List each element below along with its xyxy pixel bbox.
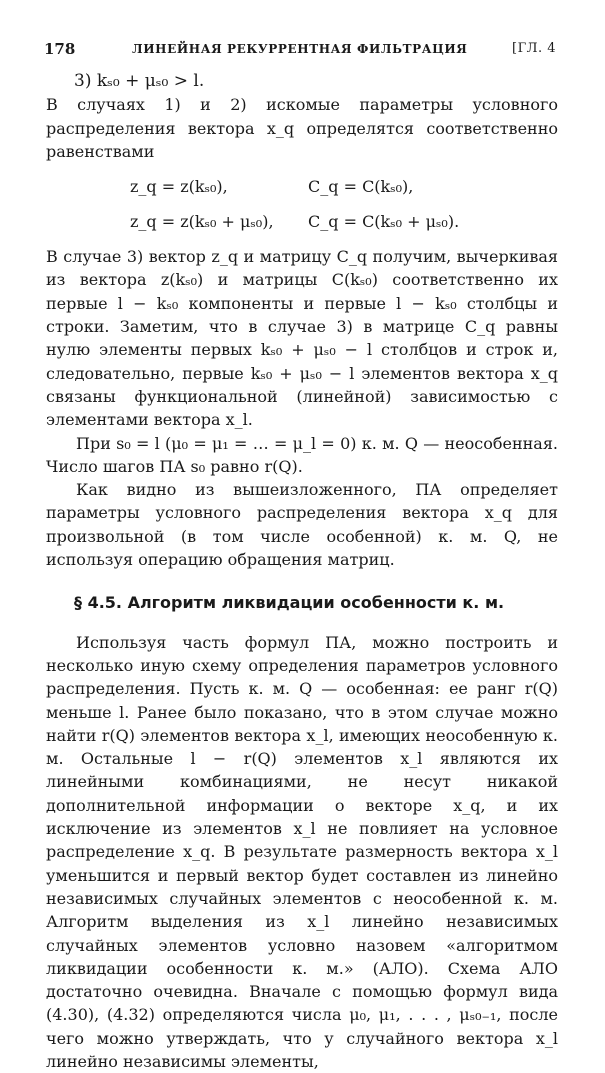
section-title: § 4.5. Алгоритм ликвидации особенности к. м. — [74, 593, 505, 613]
paragraph-nonsingular: При s₀ = l (μ₀ = μ₁ = … = μ_l = 0) к. м. Q — неособенная. Число шагов ПА s₀ равно r(Q). — [46, 433, 558, 476]
running-header — [0, 38, 605, 62]
formula-zq-case1: z_q = z(kₛ₀), — [130, 177, 228, 197]
running-title: ЛИНЕЙНАЯ РЕКУРРЕНТНАЯ ФИЛЬТРАЦИЯ — [132, 42, 468, 56]
chapter-label: [ГЛ. 4 — [512, 41, 557, 56]
formula-row — [130, 169, 530, 204]
formula-cq-case2: C_q = C(kₛ₀ + μₛ₀). — [308, 212, 460, 232]
case-3-condition: 3) kₛ₀ + μₛ₀ > l. — [74, 71, 205, 91]
paragraph-case-3: В случае 3) вектор z_q и матрицу C_q получим, вычеркивая из вектора z(kₛ₀) и матрицы C(kₛ₀) соответственно их первые l − kₛ₀ компоненты и первые l − kₛ₀ столбцы и строки. Заметим, что в случае 3) в матрице C_q равны нулю элементы первых kₛ₀ + μₛ₀ − l столбцов и строк и, следовательно, первые kₛ₀ + μₛ₀ − l элементов вектора x_q связаны функциональной (линейной) зависимостью с элементами вектора x_l. — [46, 247, 558, 430]
paragraph-cases-1-2: В случаях 1) и 2) искомые параметры условного распределения вектора x_q определятся соответственно равенствами — [46, 95, 558, 161]
formula-block — [130, 169, 530, 239]
page-number: 178 — [44, 40, 76, 58]
formula-zq-case2: z_q = z(kₛ₀ + μₛ₀), — [130, 212, 274, 232]
paragraph-alo: Используя часть формул ПА, можно построить и несколько иную схему определения параметров условного распределения. Пусть к. м. Q — особенная: ее ранг r(Q) меньше l. Ранее было показано, что в этом случае можно найти r(Q) элементов вектора x_l, имеющих неособенную к. м. Остальные l − r(Q) элементов x_l являются их линейными комбинациями, не несут никакой дополнительной информации о векторе x_q, и их исключение из элементов x_l не повлияет на условное распределение x_q. В результате размерность вектора x_l уменьшится и первый вектор будет составлен из линейно независимых случайных элементов с неособенной к. м. Алгоритм выделения из x_l линейно независимых случайных элементов условно назовем «алгоритмом ликвидации особенности к. м.» (АЛО). Схема АЛО достаточно очевидна. Вначале с помощью формул вида (4.30), (4.32) определяются числа μ₀, μ₁, . . . , μₛ₀₋₁, после чего можно утверждать, что у случайного вектора x_l линейно независимы элементы, — [46, 632, 558, 1071]
page-body — [46, 70, 558, 1073]
formula-row — [130, 204, 530, 239]
paragraph-conclusion: Как видно из вышеизложенного, ПА определяет параметры условного распределения вектора x_q для произвольной (в том числе особенной) к. м. Q, не используя операцию обращения матриц. — [46, 480, 558, 570]
formula-cq-case1: C_q = C(kₛ₀), — [308, 177, 414, 197]
